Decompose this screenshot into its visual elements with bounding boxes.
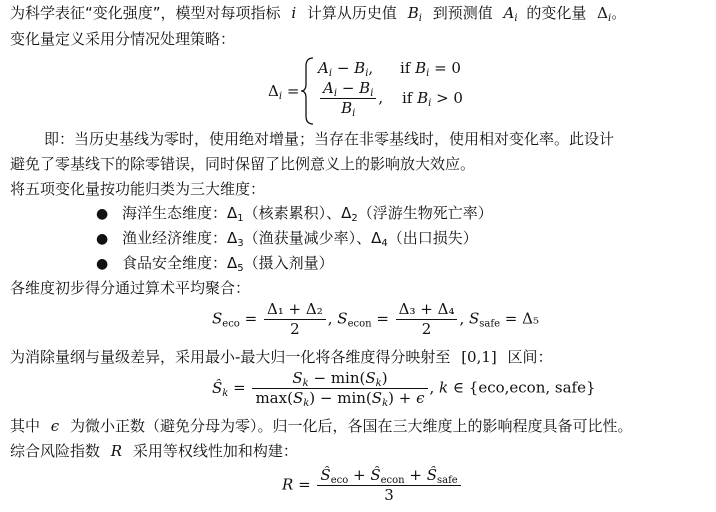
equation-dimension-scores: $S_{eco}$ = $\frac{\text{Δ₁ + Δ₂}}{2}$ , $S_{econ}$ = $\frac{\text{Δ₃ + Δ₄}}{2}$ , $S_{safe} = \Delta_5$ xyxy=(212,300,539,338)
piecewise-brace xyxy=(300,56,316,126)
epsilon-note: 其中 ϵ 为微小正数（避免分母为零）。归一化后，各国在三大维度上的影响程度具备可比性。 xyxy=(10,417,633,435)
intro-text-a: 为科学表征“变化强度”，模型对每项指标 xyxy=(10,4,281,22)
bullet-dot: ● xyxy=(96,256,109,272)
equation-risk-index: R = $\frac{Ŝ_{eco} + Ŝ_{econ} + Ŝ_{safe}}{3}$ xyxy=(282,466,463,505)
intro-line-1: 为科学表征“变化强度”，模型对每项指标 i 计算从历史值 $B_i$ 到预测值 $A_i$ 的变化量 $\Delta_i$。 xyxy=(10,4,627,24)
bullet-item-3: 食品安全维度：$\Delta_5$（摄入剂量） xyxy=(122,254,334,274)
case-1: $A_i - B_i$, if $B_i = 0$ xyxy=(318,59,461,79)
case-2: $\frac{A_i - B_i}{B_i}$ , if $B_i > 0$ xyxy=(318,79,463,118)
equation-normalization: $Ŝ_k$ = $\frac{S_k - \min(S_k)}{\max(S_k) - \min(S_k) + \epsilon}$ , k ∈ {eco,econ, safe} xyxy=(212,369,596,409)
index-i: i xyxy=(291,4,297,22)
bullet-item-1: 海洋生态维度：$\Delta_1$（核素累积）、$\Delta_2$（浮游生物死亡率） xyxy=(122,204,493,224)
bullet-item-2: 渔业经济维度：$\Delta_3$（渔获量减少率）、$\Delta_4$（出口损失） xyxy=(122,229,478,249)
intro-line-2: 变化量定义采用分情况处理策略： xyxy=(10,30,236,48)
symbol-ai: $A_i$ xyxy=(503,4,518,24)
equation-delta-lhs: $\Delta_i$ = xyxy=(268,82,300,102)
symbol-bi: $B_i$ xyxy=(407,4,422,24)
intro-text-c: 到预测值 xyxy=(432,4,493,22)
bullet-dot: ● xyxy=(96,206,109,222)
explanation-line-1: 即：当历史基线为零时，使用绝对增量；当存在非零基线时，使用相对变化率。此设计 xyxy=(44,130,615,148)
intro-text-b: 计算从历史值 xyxy=(306,4,397,22)
aggregation-intro: 各维度初步得分通过算术平均聚合： xyxy=(10,279,251,297)
intro-text-d: 的变化量 xyxy=(526,4,587,22)
explanation-line-2: 避免了零基线下的除零错误，同时保留了比例意义上的影响放大效应。 xyxy=(10,155,476,173)
normalization-intro: 为消除量纲与量级差异，采用最小-最大归一化将各维度得分映射至 [0,1] 区间： xyxy=(10,348,553,366)
symbol-delta-i: $\Delta_i$ xyxy=(597,4,612,24)
bullet-dot: ● xyxy=(96,231,109,247)
risk-index-intro: 综合风险指数 R 采用等权线性加和构建： xyxy=(10,442,298,460)
dimension-intro: 将五项变化量按功能归类为三大维度： xyxy=(10,180,266,198)
